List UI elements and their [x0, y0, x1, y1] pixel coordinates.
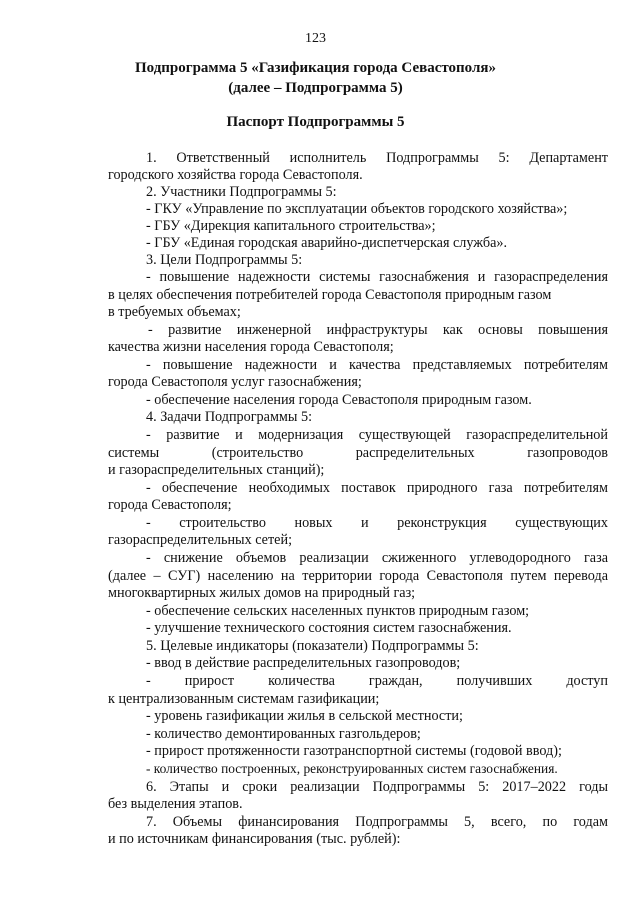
- text-line: и газораспределительных станций);: [108, 462, 325, 478]
- text-line: системы (строительство распределительных газопроводов: [108, 445, 608, 461]
- text-line: 3. Цели Подпрограммы 5:: [146, 252, 303, 268]
- text-line: - прирост количества граждан, получивших доступ: [146, 673, 608, 689]
- text-line: к централизованным системам газификации;: [108, 691, 380, 707]
- text-line: города Севастополя;: [108, 497, 232, 513]
- text-line: 2. Участники Подпрограммы 5:: [146, 184, 337, 200]
- text-line: в требуемых объемах;: [108, 304, 241, 320]
- page-number: 123: [305, 31, 326, 46]
- text-line: - развитие инженерной инфраструктуры как основы повышения: [148, 322, 608, 338]
- text-line: 7. Объемы финансирования Подпрограммы 5, всего, по годам: [146, 814, 608, 830]
- subprogram-title: Подпрограмма 5 «Газификация города Севастополя»: [134, 60, 497, 76]
- text-line: - повышение надежности и качества представляемых потребителям: [146, 357, 608, 373]
- text-line: - количество построенных, реконструированных систем газоснабжения.: [146, 761, 558, 776]
- text-line: 1. Ответственный исполнитель Подпрограммы 5: Департамент: [146, 150, 608, 166]
- text-line: 4. Задачи Подпрограммы 5:: [146, 409, 313, 425]
- text-line: без выделения этапов.: [108, 796, 243, 812]
- text-line: газораспределительных сетей;: [108, 532, 293, 548]
- text-line: - обеспечение необходимых поставок природного газа потребителям: [146, 480, 608, 496]
- text-line: - ввод в действие распределительных газопроводов;: [146, 655, 461, 671]
- text-line: - уровень газификации жилья в сельской местности;: [146, 708, 463, 724]
- text-line: 5. Целевые индикаторы (показатели) Подпрограммы 5:: [146, 638, 479, 654]
- text-line: в целях обеспечения потребителей города Севастополя природным газом: [108, 287, 552, 303]
- text-line: - количество демонтированных газгольдеров;: [146, 726, 421, 742]
- text-line: качества жизни населения города Севастополя;: [108, 339, 394, 355]
- text-line: - прирост протяженности газотранспортной системы (годовой ввод);: [146, 743, 562, 759]
- text-line: и по источникам финансирования (тыс. рублей):: [108, 831, 401, 847]
- text-line: - развитие и модернизация существующей газораспределительной: [146, 427, 608, 443]
- subprogram-title-note: (далее – Подпрограмма 5): [228, 80, 403, 96]
- text-line: многоквартирных жилых домов на природный газ;: [108, 585, 416, 601]
- text-line: - обеспечение населения города Севастополя природным газом.: [146, 392, 532, 408]
- text-line: - ГКУ «Управление по эксплуатации объектов городского хозяйства»;: [146, 201, 568, 217]
- text-line: города Севастополя услуг газоснабжения;: [108, 374, 362, 390]
- text-line: - повышение надежности системы газоснабжения и газораспределения: [146, 269, 608, 285]
- text-line: - улучшение технического состояния систем газоснабжения.: [146, 620, 512, 636]
- text-line: - строительство новых и реконструкция существующих: [146, 515, 608, 531]
- text-line: - ГБУ «Дирекция капитального строительства»;: [146, 218, 436, 234]
- text-line: - обеспечение сельских населенных пунктов природным газом;: [146, 603, 530, 619]
- text-line: - ГБУ «Единая городская аварийно-диспетчерская служба».: [146, 235, 508, 251]
- passport-heading: Паспорт Подпрограммы 5: [226, 114, 405, 130]
- text-line: - снижение объемов реализации сжиженного углеводородного газа: [146, 550, 608, 566]
- text-line: городского хозяйства города Севастополя.: [108, 167, 363, 183]
- text-line: (далее – СУГ) населению на территории города Севастополя путем перевода: [108, 568, 608, 584]
- text-line: 6. Этапы и сроки реализации Подпрограммы 5: 2017–2022 годы: [146, 779, 608, 795]
